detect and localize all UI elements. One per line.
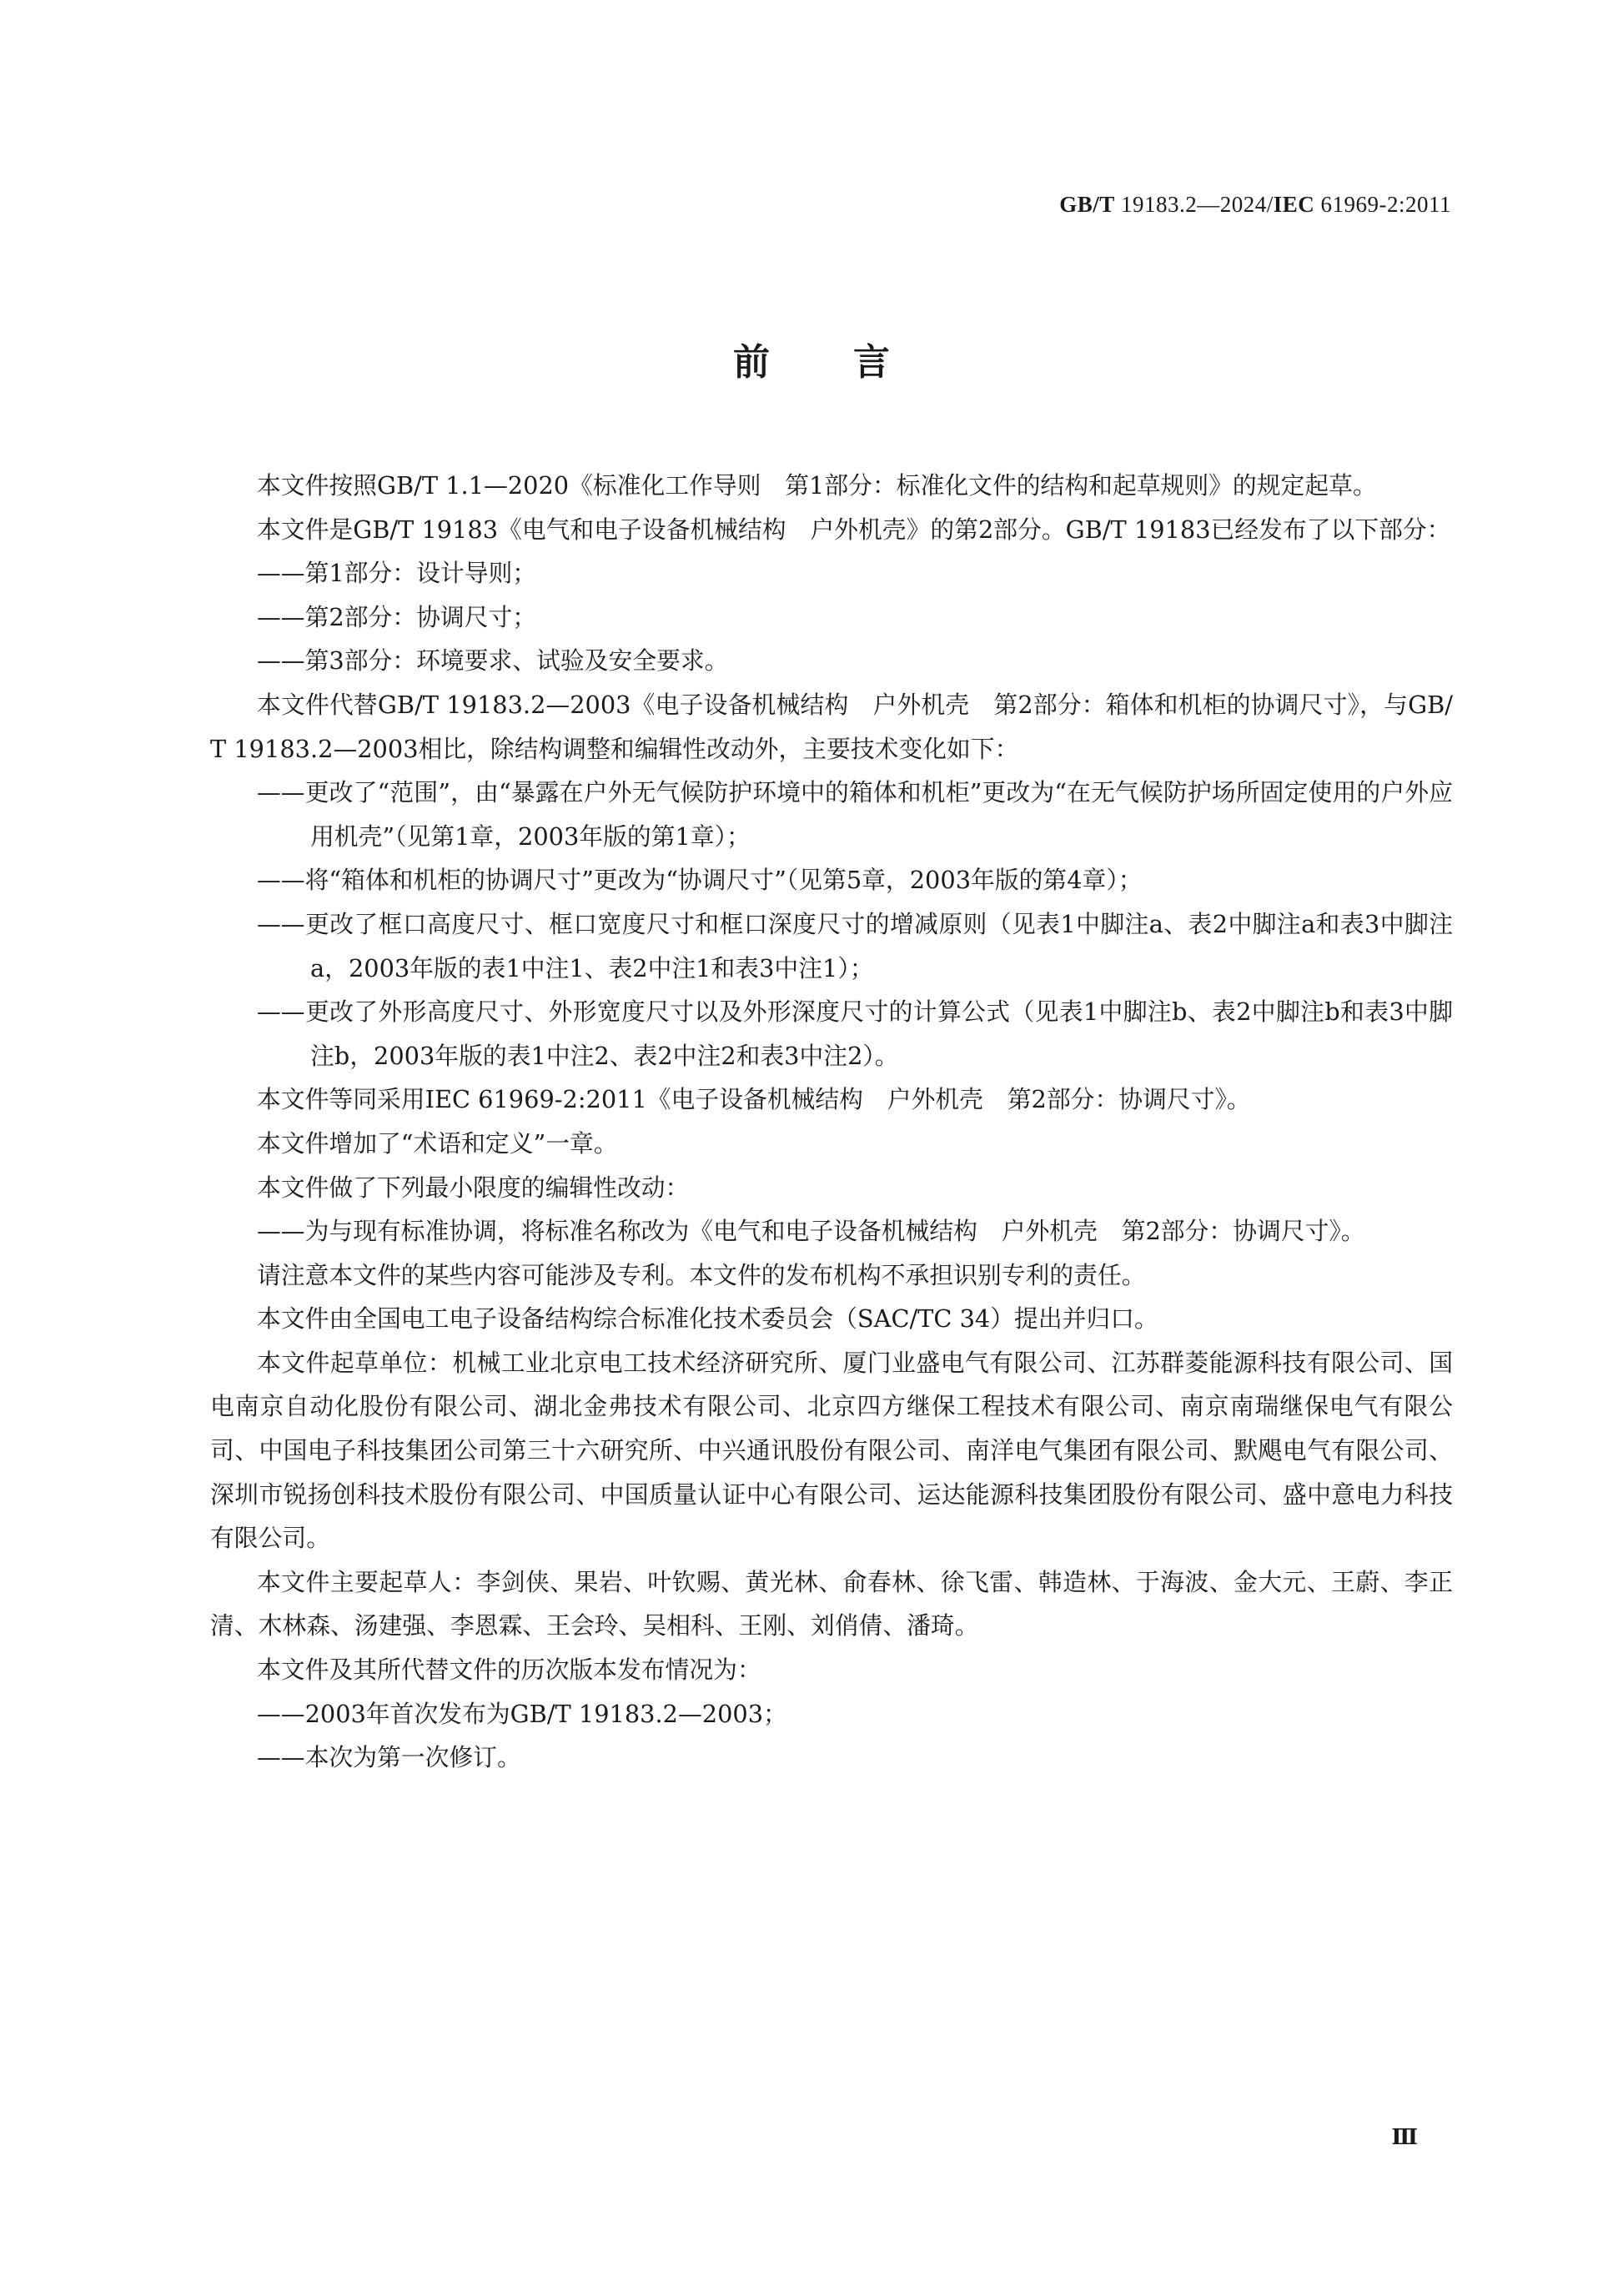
- page-title: 前言: [733, 341, 973, 384]
- paragraph: 本文件增加了“术语和定义”一章。: [257, 1128, 618, 1158]
- std-number: 19183.2—2024/: [1114, 192, 1274, 217]
- list-item: ——更改了“范围”，由“暴露在户外无气候防护环境中的箱体和机柜”更改为“在无气候防护场所固定使用的户外应用机壳”（见第1章，2003年版的第1章）；: [257, 778, 1453, 851]
- preface-body: [210, 464, 1453, 1780]
- paragraph: 本文件代替GB/T 19183.2—2003《电子设备机械结构 户外机壳 第2部分：箱体和机柜的协调尺寸》，与GB/T 19183.2—2003相比，除结构调整和编辑性改动外，主要技术变化如下：: [210, 690, 1453, 763]
- paragraph: 请注意本文件的某些内容可能涉及专利。本文件的发布机构不承担识别专利的责任。: [257, 1260, 1146, 1289]
- paragraph: 本文件是GB/T 19183《电气和电子设备机械结构 户外机壳》的第2部分。GB/T 19183已经发布了以下部分：: [257, 515, 1451, 544]
- paragraph: 本文件主要起草人：李剑侠、果岩、叶钦赐、黄光林、俞春林、徐飞雷、韩造林、于海波、金大元、王蔚、李正清、木林森、汤建强、李恩霖、王会玲、吴相科、王刚、刘俏倩、潘琦。: [210, 1567, 1453, 1640]
- page-number: Ⅲ: [1391, 2125, 1418, 2149]
- std-code: GB/T: [1059, 192, 1115, 217]
- list-item: ——本次为第一次修订。: [257, 1743, 521, 1772]
- paragraph: 本文件及其所代替文件的历次版本发布情况为：: [257, 1655, 761, 1685]
- list-item: ——第2部分：协调尺寸；: [257, 602, 537, 631]
- list-item: ——2003年首次发布为GB/T 19183.2—2003；: [257, 1699, 787, 1728]
- intl-code: IEC: [1273, 192, 1315, 217]
- list-item: ——第1部分：设计导则；: [257, 559, 537, 588]
- list-item: ——第3部分：环境要求、试验及安全要求。: [257, 646, 729, 676]
- paragraph: 本文件起草单位：机械工业北京电工技术经济研究所、厦门业盛电气有限公司、江苏群菱能源科技有限公司、国电南京自动化股份有限公司、湖北金弗技术有限公司、北京四方继保工程技术有限公司、南京南瑞继保电气有限公司、中国电子科技集团公司第三十六研究所、中兴通讯股份有限公司、南洋电气集团有限公司、默飓电气有限公司、深圳市锐扬创科技术股份有限公司、中国质量认证中心有限公司、运达能源科技集团股份有限公司、盛中意电力科技有限公司。: [210, 1348, 1453, 1553]
- list-item: ——更改了框口高度尺寸、框口宽度尺寸和框口深度尺寸的增减原则（见表1中脚注a、表2中脚注a和表3中脚注a，2003年版的表1中注1、表2中注1和表3中注1）；: [257, 909, 1453, 982]
- paragraph: 本文件按照GB/T 1.1—2020《标准化工作导则 第1部分：标准化文件的结构和起草规则》的规定起草。: [257, 471, 1377, 500]
- standard-code-header: [1059, 192, 1451, 218]
- list-item: ——更改了外形高度尺寸、外形宽度尺寸以及外形深度尺寸的计算公式（见表1中脚注b、表2中脚注b和表3中脚注b，2003年版的表1中注2、表2中注2和表3中注2）。: [257, 997, 1453, 1070]
- paragraph: 本文件等同采用IEC 61969-2:2011《电子设备机械结构 户外机壳 第2部分：协调尺寸》。: [257, 1085, 1251, 1114]
- paragraph: 本文件由全国电工电子设备结构综合标准化技术委员会（SAC/TC 34）提出并归口。: [257, 1304, 1158, 1334]
- list-item: ——将“箱体和机柜的协调尺寸”更改为“协调尺寸”（见第5章，2003年版的第4章）；: [257, 866, 1143, 895]
- intl-number: 61969-2:2011: [1314, 192, 1451, 217]
- list-item: ——为与现有标准协调，将标准名称改为《电气和电子设备机械结构 户外机壳 第2部分：协调尺寸》。: [257, 1217, 1365, 1246]
- paragraph: 本文件做了下列最小限度的编辑性改动：: [257, 1173, 690, 1202]
